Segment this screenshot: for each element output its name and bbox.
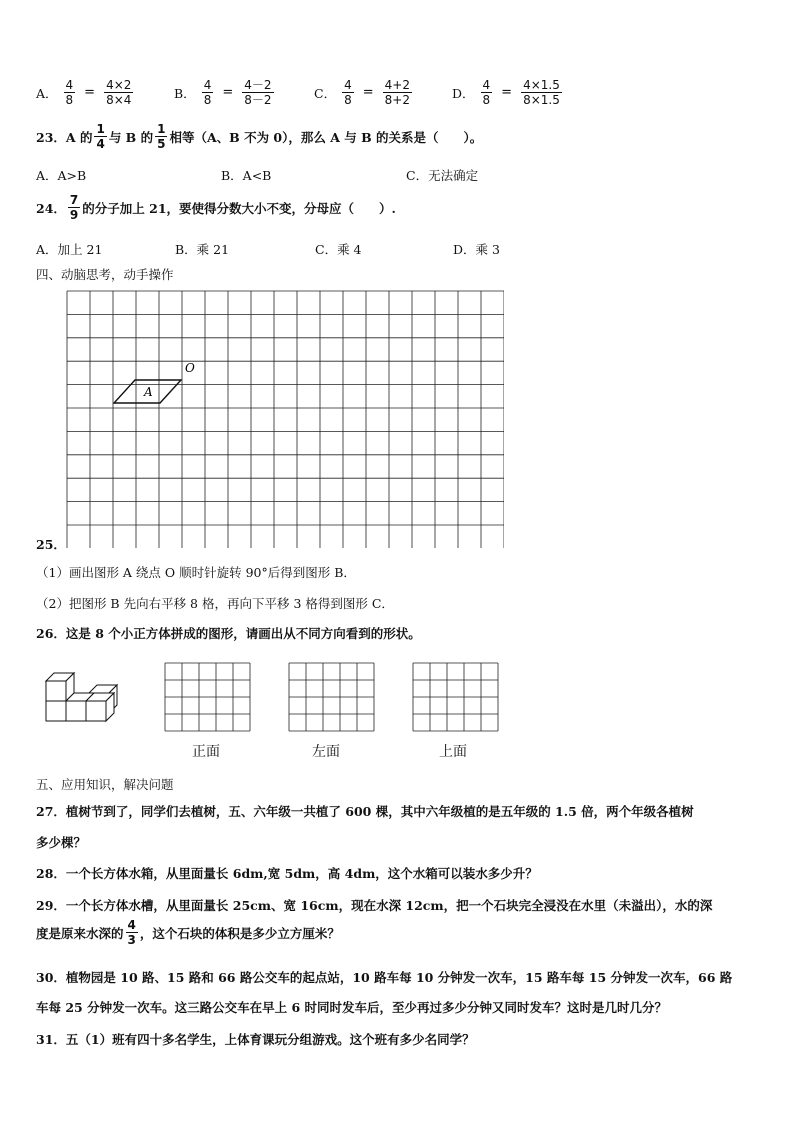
question-29-line-1: 29．一个长方体水槽，从里面量长 25cm、宽 16cm，现在水深 12cm，把一个石块完全浸没在水里（未溢出），水的深	[36, 898, 713, 913]
q23-option-a: A．A>B	[36, 168, 87, 183]
front-view-grid	[164, 662, 252, 732]
q22-options	[36, 78, 596, 118]
q22-option-c: C． $\frac{4}{8}$ = $\frac{4+2}{8+2}$	[314, 78, 410, 107]
left-view-label: 左面	[312, 744, 340, 760]
fraction: $\frac{4}{8}$	[65, 78, 74, 107]
q22-option-a: A． $\frac{4}{8}$ = $\frac{4\times 2}{8\times 4}$	[36, 78, 132, 107]
section-5-title: 五、应用知识，解决问题	[36, 777, 174, 792]
shape-a-label: A	[144, 385, 153, 399]
question-30-line-1: 30．植物园是 10 路、15 路和 66 路公交车的起点站，10 路车每 10 分钟发一次车，15 路车每 15 分钟发一次车，66 路	[36, 970, 733, 985]
fraction: $\frac{4}{8}$	[344, 78, 352, 107]
question-23: 23．A 的 $\frac{1}{4}$ 与 B 的 $\frac{1}{5}$ 相等（A、B 不为 0），那么 A 与 B 的关系是（ ）。	[36, 122, 483, 151]
top-view-label: 上面	[439, 744, 467, 760]
question-27-line-2: 多少棵？	[36, 835, 87, 850]
fraction: $\frac{4\times 2}{8\times 4}$	[106, 78, 132, 107]
question-29-line-2: 度是原来水深的 $\frac{4}{3}$ ，这个石块的体积是多少立方厘米？	[36, 918, 340, 947]
question-27-line-1: 27．植树节到了，同学们去植树，五、六年级一共植了 600 棵，其中六年级植的是五年级的 1.5 倍，两个年级各植树	[36, 804, 694, 819]
question-31: 31．五（1）班有四十多名学生，上体育课玩分组游戏。这个班有多少名同学？	[36, 1032, 475, 1047]
question-28: 28．一个长方体水箱，从里面量长 6dm,宽 5dm，高 4dm，这个水箱可以装水多少升？	[36, 866, 538, 881]
left-view-grid	[288, 662, 376, 732]
cube-figure	[42, 668, 128, 726]
question-25-number: 25．	[36, 537, 66, 552]
fraction: $\frac{1}{5}$	[157, 122, 166, 151]
section-4-title: 四、动脑思考，动手操作	[36, 267, 174, 282]
q23-option-c: C．无法确定	[406, 168, 479, 183]
q24-option-a: A．加上 21	[36, 242, 103, 257]
q24-option-c: C．乘 4	[315, 242, 362, 257]
q24-option-d: D．乘 3	[453, 242, 500, 257]
q23-option-b: B．A<B	[221, 168, 272, 183]
question-26: 26．这是 8 个小正方体拼成的图形，请画出从不同方向看到的形状。	[36, 626, 421, 641]
top-view-grid	[412, 662, 500, 732]
front-view-label: 正面	[192, 744, 220, 760]
question-24: 24． $\frac{7}{9}$ 的分子加上 21，要使得分数大小不变，分母应（ ）.	[36, 193, 396, 222]
fraction: $\frac{7}{9}$	[69, 193, 79, 222]
fraction: $\frac{4}{8}$	[203, 78, 212, 107]
q24-option-b: B．乘 21	[175, 242, 230, 257]
fraction: $\frac{4+2}{8+2}$	[384, 78, 410, 107]
q25-subquestion-1: （1）画出图形 A 绕点 O 顺时针旋转 90°后得到图形 B．	[36, 565, 356, 580]
question-30-line-2: 车每 25 分钟发一次车。这三路公交车在早上 6 时同时发车后，至少再过多少分钟又同时发车？这时是几时几分？	[36, 1000, 668, 1015]
fraction: $\frac{4\times 1.5}{8\times 1.5}$	[523, 78, 560, 107]
fraction: $\frac{4}{3}$	[127, 918, 136, 947]
q22-option-b: B． $\frac{4}{8}$ = $\frac{4-2}{8-2}$	[174, 78, 272, 107]
q22-option-d: D． $\frac{4}{8}$ = $\frac{4\times 1.5}{8\times 1.5}$	[452, 78, 560, 107]
point-o-label: O	[185, 361, 195, 375]
fraction: $\frac{1}{4}$	[96, 122, 105, 151]
q25-subquestion-2: （2）把图形 B 先向右平移 8 格，再向下平移 3 格得到图形 C．	[36, 596, 394, 611]
fraction: $\frac{4}{8}$	[482, 78, 491, 107]
fraction: $\frac{4-2}{8-2}$	[244, 78, 272, 107]
q25-grid	[66, 290, 504, 548]
